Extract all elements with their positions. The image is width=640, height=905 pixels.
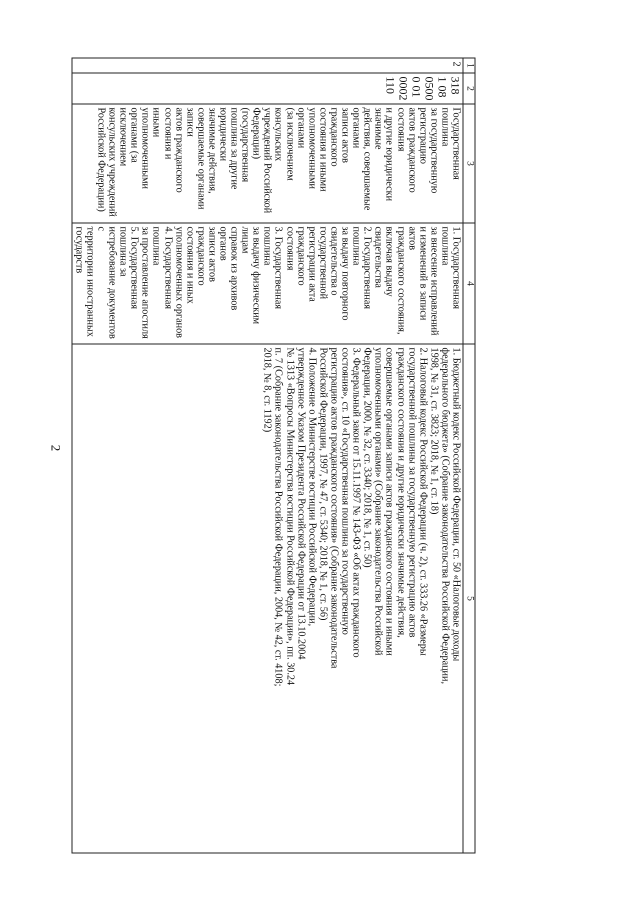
text-line: за выдачу физическим лицам [239, 226, 262, 324]
text-line: действия, совершаемые органами [350, 107, 373, 210]
text-line: 1998, № 31, ст. 3823; 2018, № 1, ст. 18) [428, 347, 440, 514]
text-line: Государственная пошлина [439, 107, 462, 180]
text-line: свидетельства о государственной [317, 226, 340, 299]
text-line: иными уполномоченными [139, 107, 162, 189]
text-line: 1. Бюджетный кодекс Российской Федерации, ст. 50 «Налоговые доходы [450, 347, 462, 661]
text-line: состояния и иных [184, 226, 196, 304]
text-line: совершаемые органами записи актов гражданского состояния и иными [383, 347, 395, 656]
text-line: 05000 01 [409, 76, 437, 100]
text-line: п. 7 (Собрание законодательства Российской Федерации, 2004, № 42, ст. 4108; [273, 347, 284, 686]
text-line: гражданского состояния, [395, 226, 407, 335]
text-line: и изменений в записи актов [406, 226, 429, 320]
text-line: 3. Государственная пошлина [261, 226, 284, 309]
text-line: 4. Государственная пошлина [150, 226, 174, 309]
text-line: уполномоченных органов [173, 226, 185, 338]
text-line: 0002 110 [383, 76, 411, 100]
text-line: федерального бюджета» (Собрание законодательства Российской Федерации, [439, 347, 451, 684]
text-line: утвержденное Указом Президента Российской Федерации от 13.10.2004 [295, 347, 307, 659]
text-line: истребование документов с [95, 226, 118, 339]
text-line: значимые действия, [206, 107, 218, 194]
text-line: за государственную регистрацию [417, 107, 440, 193]
legal-basis-cell [72, 344, 463, 853]
text-line: регистрацию актов гражданского состояния» (Собрание законодательства [328, 347, 340, 668]
text-line: за внесение исправлений [428, 226, 440, 335]
text-line: территории иностранных [84, 226, 96, 337]
header-col-2: 2 [463, 73, 475, 104]
text-line: учреждений Российской [261, 107, 273, 213]
text-line: (за исключением консульских [273, 107, 296, 181]
text-line: 2. Государственная пошлина [350, 226, 373, 309]
text-line: 3. Федеральный закон от 15.11.1997 № 143-ФЗ «Об актах гражданского [350, 347, 362, 658]
text-line: за проставление апостиля [139, 226, 151, 339]
text-line: консульских учреждений [106, 107, 118, 217]
text-line: 4. Положение о Министерстве юстиции Российской Федерации, [306, 347, 318, 626]
text-line: справок из архивов органов [217, 226, 240, 310]
text-line: государств [73, 226, 85, 273]
header-col-5: 5 [463, 344, 475, 853]
text-line: состояния [284, 226, 296, 270]
rotated-table-sheet [73, 57, 476, 847]
header-col-4: 4 [463, 223, 475, 344]
text-line: 1. Государственная пошлина [439, 226, 462, 309]
text-line: и другие юридически значимые [372, 107, 395, 201]
text-line: 2018, № 8, ст. 1192) [261, 347, 273, 432]
text-line: за выдачу повторного [339, 226, 351, 320]
budget-code-cell [72, 73, 463, 104]
text-line: записи актов гражданского [195, 226, 218, 286]
text-line: 5. Государственная пошлина за [117, 226, 140, 309]
page-number: 2 [48, 444, 64, 452]
text-line: уполномоченными органами [295, 107, 318, 189]
text-line: регистрации акта гражданского [295, 226, 318, 302]
text-line: Федерации) (государственная [239, 107, 262, 182]
header-col-1: 1 [463, 58, 475, 73]
fee-subtypes-cell [72, 223, 463, 344]
tax-classification-table [71, 57, 475, 853]
text-line: записи актов гражданского [328, 107, 351, 167]
text-line: 2. Налоговый кодекс Российской Федерации (ч. 2), ст. 333.26 «Размеры [417, 347, 429, 656]
text-line: совершаемые органами записи [184, 107, 207, 209]
table-header-row [463, 58, 475, 853]
text-line: Российской Федерации, 1997, № 47, ст. 5340; 2018, № 1, ст. 56) [317, 347, 329, 620]
income-description-cell [72, 104, 463, 223]
table-row [72, 58, 463, 853]
text-line: состояния и иными [317, 107, 329, 192]
text-line: № 1313 «Вопросы Министерства юстиции Российской Федерации», пп. 30.24 [284, 347, 296, 685]
text-line: государственной пошлины за государственную регистрацию актов [406, 347, 418, 637]
text-line: пошлина за другие юридически [217, 107, 240, 189]
text-line: актов гражданского состояния [395, 107, 418, 193]
text-line: актов гражданского состояния и [162, 107, 185, 193]
text-line: Федерации, 2000, № 32, ст. 3340; 2018, № 1, ст. 50) [361, 347, 373, 568]
text-line: Российской Федерации) [95, 107, 107, 212]
header-col-3: 3 [463, 104, 475, 223]
text-line: 318 1 08 [435, 76, 463, 97]
row-number-cell: 2 [72, 58, 463, 73]
text-line: состояния», ст. 10 «Государственная пошлина за государственную [339, 347, 351, 635]
text-line: включая выдачу свидетельства [372, 226, 395, 297]
text-line: органами (за исключением [117, 107, 140, 166]
text-line: уполномоченными органами» (Собрание законодательства Российской [372, 347, 384, 655]
text-line: гражданского состояния и другие юридически значимые действия, [395, 347, 407, 638]
